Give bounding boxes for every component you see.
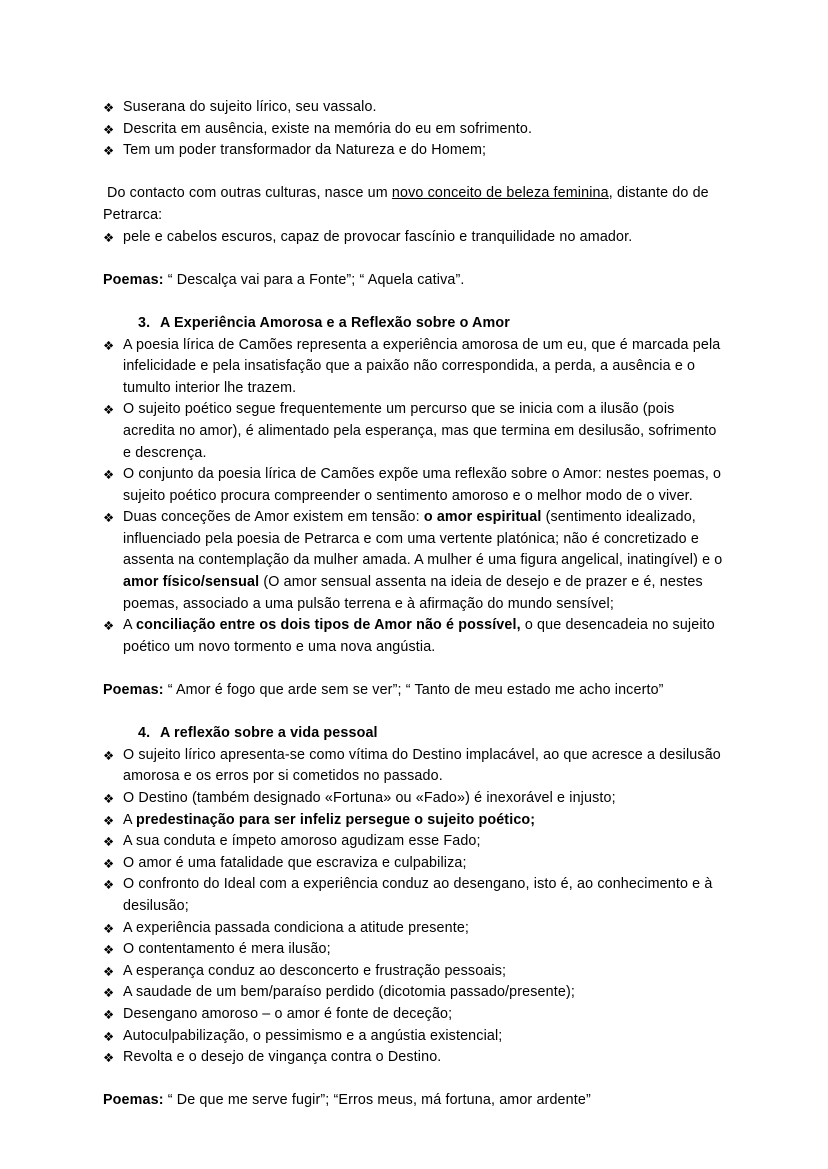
list-item: [103, 874, 728, 917]
diamond-bullet-icon: ❖: [103, 467, 115, 483]
diamond-bullet-icon: ❖: [103, 920, 115, 936]
list-item-text: [123, 833, 481, 849]
list-item-text: [123, 941, 331, 957]
plain-text: A experiência passada condiciona a atitude presente;: [123, 919, 470, 936]
plain-text: A: [123, 617, 137, 634]
list-item-text: [123, 747, 721, 785]
plain-text: O Destino (também designado «Fortuna» ou «Fado») é inexorável e injusto;: [123, 790, 616, 806]
plain-text: Duas conceções de Amor existem em tensão:: [123, 509, 424, 526]
diamond-bullet-icon: ❖: [103, 143, 115, 159]
diamond-bullet-icon: ❖: [103, 229, 115, 245]
list-item-text: [123, 142, 486, 158]
plain-text: Desengano amoroso – o amor é fonte de deceção;: [123, 1005, 453, 1022]
list-item: [103, 464, 728, 507]
plain-text: Autoculpabilização, o pessimismo e a angústia existencial;: [123, 1027, 503, 1044]
emphasis-text: amor físico/sensual: [123, 574, 260, 591]
list-item: [103, 1026, 728, 1048]
list-item-text: [123, 855, 467, 871]
diamond-bullet-icon: ❖: [103, 402, 115, 418]
list-item-text: [123, 401, 717, 460]
beleza-text-after: , distante do de Petrarca:: [103, 185, 709, 223]
list-item-text: [123, 337, 720, 396]
list-item-text: [123, 920, 469, 936]
list-item: [103, 853, 728, 875]
emphasis-text: conciliação entre os dois tipos de Amor não é possível,: [136, 617, 521, 634]
section-title: A Experiência Amorosa e a Reflexão sobre o Amor: [160, 314, 510, 331]
list-item-text: [123, 509, 722, 611]
diamond-bullet-icon: ❖: [103, 1050, 115, 1066]
document-body: [103, 97, 728, 1112]
list-item: [103, 615, 728, 658]
list-item: [103, 1004, 728, 1026]
section-number: 4.: [138, 725, 151, 742]
poemas-line-2: [103, 680, 728, 702]
plain-text: Suserana do sujeito lírico, seu vassalo.: [123, 99, 377, 115]
plain-text: Revolta e o desejo de vingança contra o Destino.: [123, 1049, 442, 1066]
list-item: [103, 119, 728, 141]
diamond-bullet-icon: ❖: [103, 510, 115, 526]
list-item: [103, 227, 728, 249]
list-item-text: [123, 466, 721, 504]
list-item-text: [123, 1028, 502, 1044]
list-item-text: [123, 121, 532, 137]
poemas-titles: “ Amor é fogo que arde sem se ver”; “ Tanto de meu estado me acho incerto”: [163, 682, 664, 699]
section-3-bullet-list: [103, 335, 728, 659]
emphasis-text: o amor espiritual: [423, 509, 542, 526]
diamond-bullet-icon: ❖: [103, 747, 115, 763]
spacer: [103, 162, 728, 184]
plain-text: A saudade de um bem/paraíso perdido (dicotomia passado/presente);: [123, 984, 575, 1001]
diamond-bullet-icon: ❖: [103, 985, 115, 1001]
plain-text: Descrita em ausência, existe na memória do eu em sofrimento.: [123, 120, 533, 137]
list-item: [103, 788, 728, 810]
plain-text: A poesia lírica de Camões representa a experiência amorosa de um eu, que é marcada pela infelicidade e pela insatisfação que a paixão não correspondida, a perda, a ausência e o tumulto interior lhe trazem.: [123, 336, 721, 396]
section-4-bullet-list: [103, 745, 728, 1069]
beleza-bullet-list: [103, 227, 728, 249]
diamond-bullet-icon: ❖: [103, 121, 115, 137]
list-item-text: [123, 790, 616, 806]
section-number: 3.: [138, 314, 151, 331]
emphasis-text: predestinação para ser infeliz persegue o sujeito poético;: [136, 811, 536, 828]
plain-text: o que desencadeia no sujeito poético um novo tormento e uma nova angústia.: [123, 617, 715, 655]
diamond-bullet-icon: ❖: [103, 963, 115, 979]
list-item-text: [123, 984, 575, 1000]
spacer: [103, 1069, 728, 1091]
plain-text: (sentimento idealizado, influenciado pela poesia de Petrarca e com uma vertente platónica; não é concretizado e assenta na contemplação da mulher amada. A mulher é uma figura angelical, inatingível) e o: [123, 509, 723, 569]
spacer: [103, 291, 728, 313]
list-item: [103, 982, 728, 1004]
diamond-bullet-icon: ❖: [103, 812, 115, 828]
plain-text: O sujeito lírico apresenta-se como vítima do Destino implacável, ao que acresce a desilusão amorosa e os erros por si cometidos no passado.: [123, 746, 721, 785]
poemas-label: Poemas:: [103, 682, 164, 699]
plain-text: O conjunto da poesia lírica de Camões expõe uma reflexão sobre o Amor: nestes poemas, o sujeito poético procura compreender o sentimento amoroso e o melhor modo de o viver.: [123, 466, 722, 504]
intro-bullet-list: [103, 97, 728, 162]
list-item: [103, 961, 728, 983]
poemas-line-1: [103, 270, 728, 292]
poemas-titles: “ De que me serve fugir”; “Erros meus, má fortuna, amor ardente”: [163, 1092, 591, 1109]
list-item-text: [123, 963, 506, 979]
spacer: [103, 658, 728, 680]
plain-text: A: [123, 811, 137, 828]
beleza-underlined-phrase: novo conceito de beleza feminina: [391, 185, 609, 202]
plain-text: A esperança conduz ao desconcerto e frustração pessoais;: [123, 962, 507, 979]
list-item: [103, 810, 728, 832]
plain-text: A sua conduta e ímpeto amoroso agudizam esse Fado;: [123, 833, 481, 850]
beleza-text-before: Do contacto com outras culturas, nasce um: [107, 185, 392, 202]
section-heading-4: [103, 723, 728, 745]
list-item: [103, 939, 728, 961]
list-item: [103, 507, 728, 615]
spacer: [103, 702, 728, 724]
list-item-text: [123, 876, 712, 914]
poemas-titles: “ Descalça vai para a Fonte”; “ Aquela cativa”.: [163, 271, 465, 288]
list-item: [103, 745, 728, 788]
list-item-text: [123, 1006, 452, 1022]
diamond-bullet-icon: ❖: [103, 337, 115, 353]
section-title: A reflexão sobre a vida pessoal: [160, 725, 378, 742]
section-heading-3: [103, 313, 728, 335]
spacer: [103, 248, 728, 270]
list-item: [103, 335, 728, 400]
list-item: [103, 97, 728, 119]
list-item-text: [123, 617, 715, 655]
list-item: [103, 1047, 728, 1069]
diamond-bullet-icon: ❖: [103, 942, 115, 958]
plain-text: O sujeito poético segue frequentemente um percurso que se inicia com a ilusão (pois acredita no amor), é alimentado pela esperança, mas que termina em desilusão, sofrimento e descrença.: [123, 401, 717, 461]
diamond-bullet-icon: ❖: [103, 834, 115, 850]
plain-text: O contentamento é mera ilusão;: [123, 941, 331, 958]
list-item-text: pele e cabelos escuros, capaz de provocar fascínio e tranquilidade no amador.: [123, 228, 633, 245]
list-item: [103, 918, 728, 940]
list-item-text: [123, 99, 377, 115]
diamond-bullet-icon: ❖: [103, 855, 115, 871]
diamond-bullet-icon: ❖: [103, 877, 115, 893]
list-item-text: [123, 812, 535, 828]
poemas-label: Poemas:: [103, 271, 164, 288]
diamond-bullet-icon: ❖: [103, 618, 115, 634]
plain-text: Tem um poder transformador da Natureza e do Homem;: [123, 142, 487, 159]
diamond-bullet-icon: ❖: [103, 1006, 115, 1022]
plain-text: O amor é uma fatalidade que escraviza e culpabiliza;: [123, 854, 467, 871]
list-item: [103, 399, 728, 464]
plain-text: O confronto do Ideal com a experiência conduz ao desengano, isto é, ao conhecimento e à desilusão;: [123, 876, 713, 914]
diamond-bullet-icon: ❖: [103, 791, 115, 806]
poemas-label: Poemas:: [103, 1092, 164, 1109]
diamond-bullet-icon: ❖: [103, 100, 115, 115]
list-item: [103, 831, 728, 853]
poemas-line-3: [103, 1090, 728, 1112]
list-item-text: [123, 1049, 441, 1065]
diamond-bullet-icon: ❖: [103, 1028, 115, 1044]
plain-text: (O amor sensual assenta na ideia de desejo e de prazer e é, nestes poemas, associado a uma pulsão terrena e à afirmação do mundo sensível;: [123, 574, 703, 612]
list-item: [103, 140, 728, 162]
beleza-paragraph: [103, 183, 728, 226]
